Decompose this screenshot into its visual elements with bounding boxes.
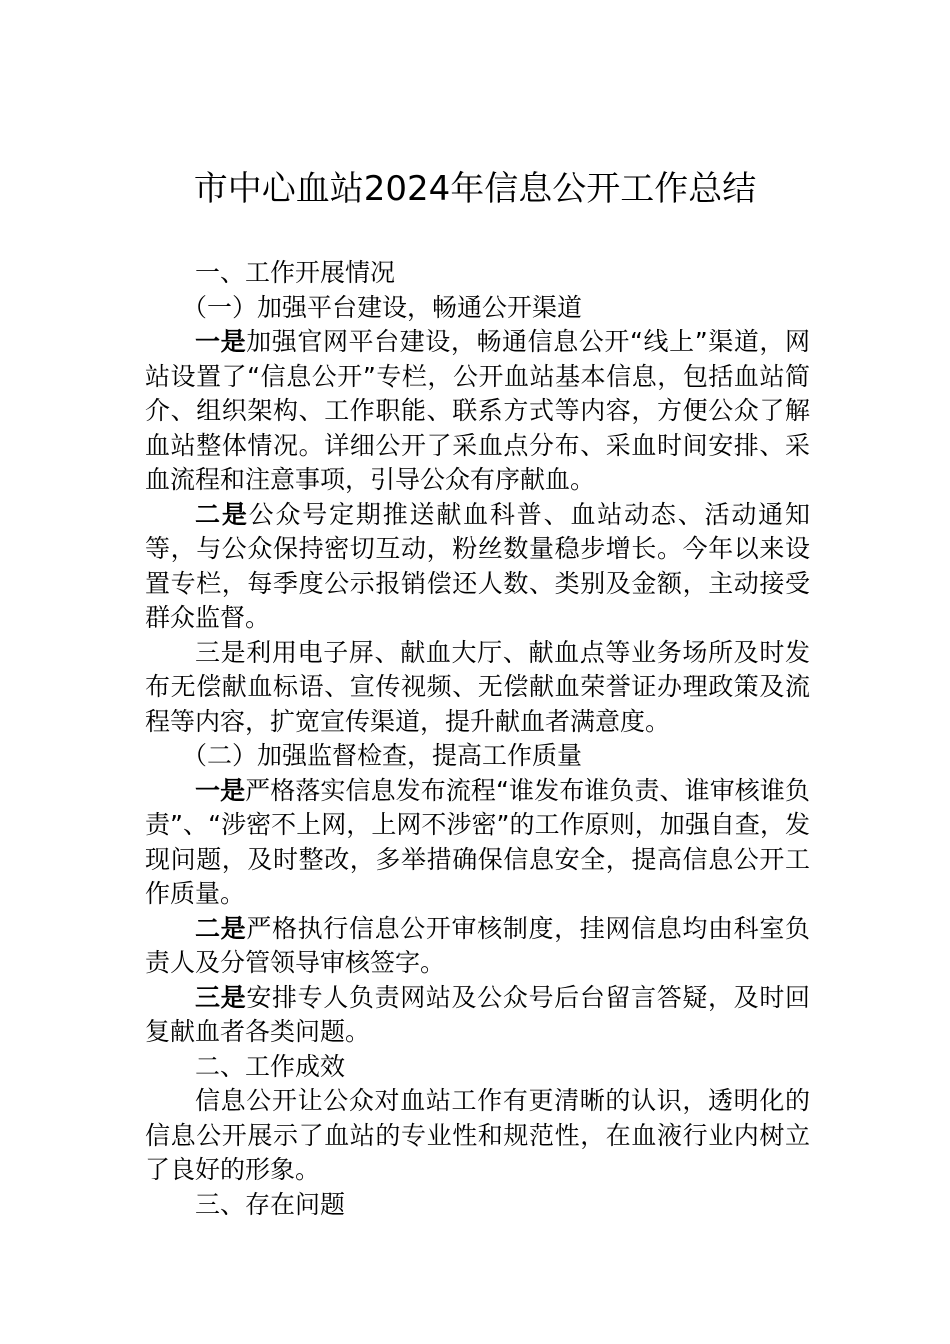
subsection-heading-2: （二）加强监督检查，提高工作质量 <box>182 741 583 770</box>
paragraph-lead: 一是 <box>195 775 246 805</box>
paragraph <box>145 325 810 498</box>
paragraph-lead: 一是 <box>195 327 247 356</box>
section-heading-3: 三、存在问题 <box>195 1189 346 1219</box>
document-title: 市中心血站2024年信息公开工作总结 <box>193 169 757 209</box>
paragraph-text: 三是利用电子屏、献血大厅、献血点等业务场所及时发布无偿献血标语、宣传视频、无偿献血荣誉证办理政策及流程等内容，扩宽宣传渠道，提升献血者满意度。 <box>145 637 810 736</box>
paragraph-lead: 二是 <box>195 913 247 943</box>
paragraph-text: 严格执行信息公开审核制度，挂网信息均由科室负责人及分管领导审核签字。 <box>145 913 810 977</box>
paragraph: 信息公开让公众对血站工作有更清晰的认识，透明化的信息公开展示了血站的专业性和规范性，在血液行业内树立了良好的形象。 <box>145 1086 810 1184</box>
paragraph <box>145 498 810 636</box>
section-heading-1: 一、工作开展情况 <box>195 258 396 287</box>
paragraph <box>145 636 810 740</box>
document-body <box>145 256 810 1222</box>
paragraph-text: 严格落实信息发布流程“谁发布谁负责、谁审核谁负责”、“涉密不上网，上网不涉密”的工作原则，加强自查，发现问题，及时整改，多举措确保信息安全，提高信息公开工作质量。 <box>145 775 810 908</box>
section-heading-2: 二、工作成效 <box>195 1051 346 1081</box>
paragraph-text: 加强官网平台建设，畅通信息公开“线上”渠道，网站设置了“信息公开”专栏，公开血站基本信息，包括血站简介、组织架构、工作职能、联系方式等内容，方便公众了解血站整体情况。详细公开了采血点分布、采血时间安排、采血流程和注意事项，引导公众有序献血。 <box>145 327 810 494</box>
paragraph-text: 公众号定期推送献血科普、血站动态、活动通知等，与公众保持密切互动，粉丝数量稳步增长。今年以来设置专栏，每季度公示报销偿还人数、类别及金额，主动接受群众监督。 <box>145 499 810 632</box>
paragraph <box>145 981 810 1050</box>
paragraph-text: 安排专人负责网站及公众号后台留言答疑，及时回复献血者各类问题。 <box>145 982 810 1046</box>
paragraph-lead: 三是 <box>195 982 247 1012</box>
paragraph <box>145 912 810 981</box>
paragraph <box>145 774 810 912</box>
subsection-heading-1: （一）加强平台建设，畅通公开渠道 <box>182 292 583 322</box>
paragraph-lead: 二是 <box>195 499 249 529</box>
